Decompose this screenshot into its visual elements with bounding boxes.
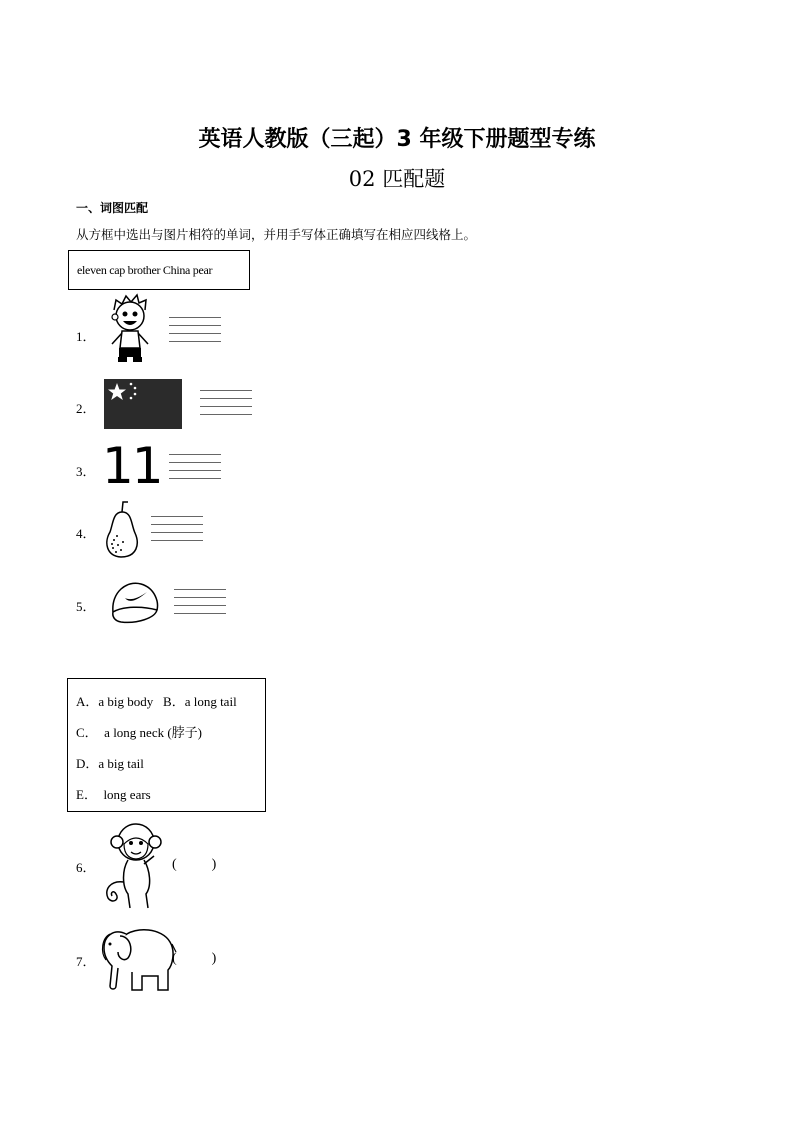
item-number: 4． [76, 526, 96, 541]
writing-lines[interactable] [151, 516, 203, 548]
item-number: 6． [76, 860, 96, 875]
answer-blank[interactable]: ( ) [172, 951, 217, 966]
item-number: 2． [76, 401, 96, 416]
page-title: 英语人教版（三起）3 年级下册题型专练 [198, 127, 596, 152]
option-line: A．a big body B．a long tail [76, 694, 237, 709]
option-line: D．a big tail [76, 756, 144, 771]
writing-lines[interactable] [174, 589, 226, 621]
item-number: 3． [76, 464, 96, 479]
boy-icon [104, 292, 156, 364]
cap-icon [107, 578, 161, 626]
section-heading: 一、词图匹配 [76, 201, 149, 215]
option-line: C． a long neck (脖子) [76, 725, 203, 740]
pear-icon [101, 500, 143, 560]
item-number: 7． [76, 954, 96, 969]
item-number: 1． [76, 329, 96, 344]
monkey-icon [100, 820, 170, 912]
writing-lines[interactable] [169, 454, 221, 486]
writing-lines[interactable] [200, 390, 252, 422]
answer-blank[interactable]: ( ) [172, 857, 217, 872]
writing-lines[interactable] [169, 317, 221, 349]
instruction-text: 从方框中选出与图片相符的单词，并用手写体正确填写在相应四线格上。 [76, 227, 477, 242]
options-box [67, 678, 266, 812]
option-line: E． long ears [76, 787, 151, 802]
page-subtitle: 02 匹配题 [348, 167, 446, 191]
china-flag-icon [104, 379, 182, 429]
word-bank-box: eleven cap brother China pear [68, 250, 250, 290]
elephant-icon [96, 922, 178, 994]
item-number: 5． [76, 599, 96, 614]
eleven-number-icon: 11 [102, 437, 162, 495]
